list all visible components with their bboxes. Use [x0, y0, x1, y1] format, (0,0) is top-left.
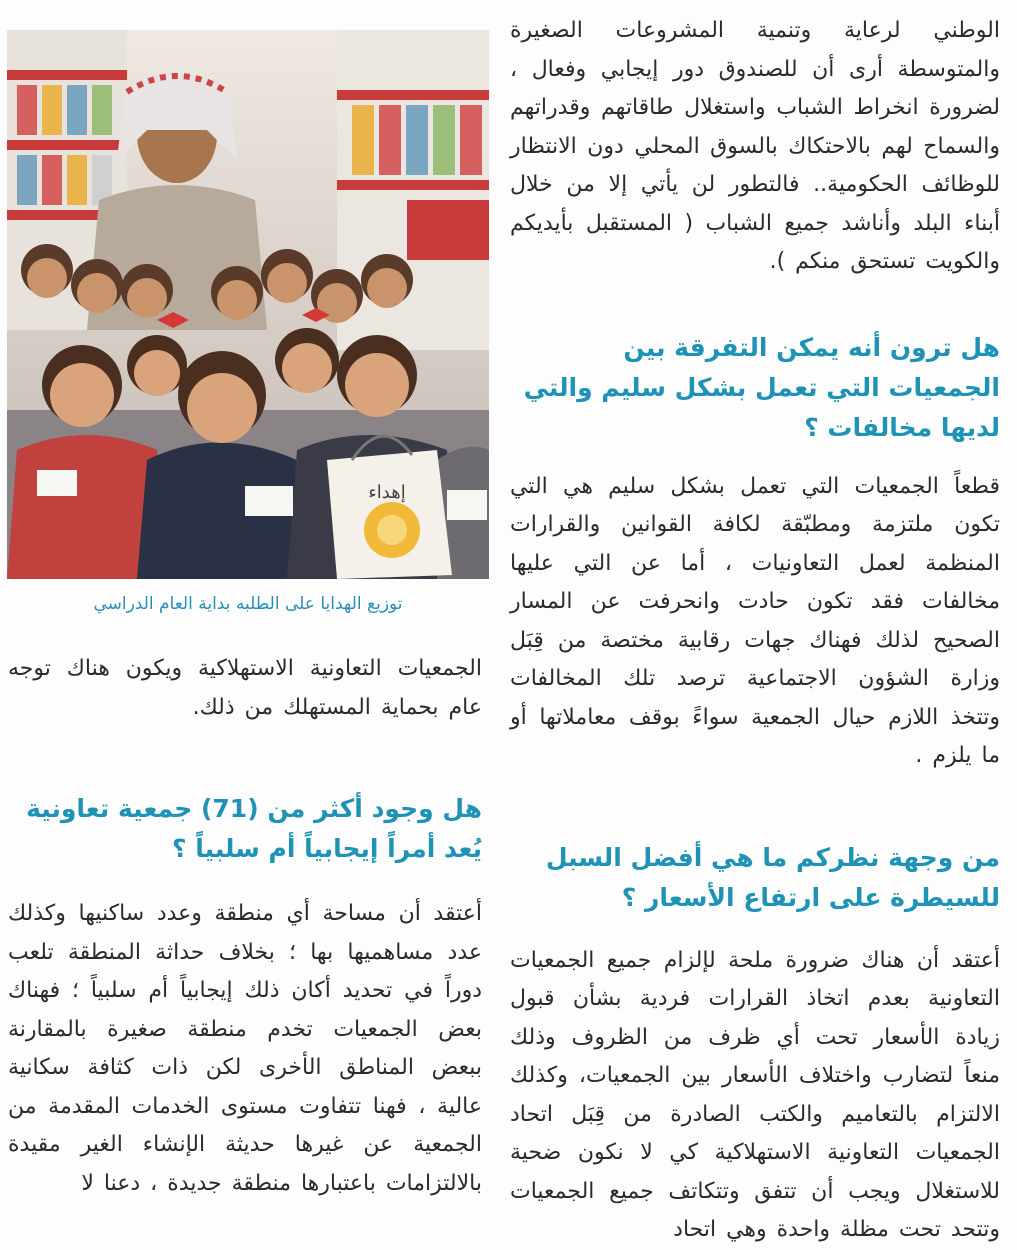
answer-1-paragraph: قطعاً الجمعيات التي تعمل بشكل سليم هي التي تكون ملتزمة ومطبّقة لكافة القوانين والقرارات المنظمة لعمل التعاونيات ، أما عن التي عليها مخالفات فقد تكون حادت وانحرفت عن المسار الصحيح لذلك فهناك جهات رقابية مختصة من قِبَل وزارة الشؤون الاجتماعية ترصد تلك المخالفات وتتخذ اللازم حيال الجمعية سواءً بوقف معاملاتها أو ما يلزم .: [510, 473, 1000, 768]
question-1-heading: هل ترون أنه يمكن التفرقة بين الجمعيات التي تعمل بشكل سليم والتي لديها مخالفات ؟: [523, 332, 1000, 442]
article-column-left: [8, 650, 482, 1203]
photo-caption: توزيع الهدايا على الطلبه بداية العام الدراسي: [93, 594, 403, 614]
continuation-paragraph: الجمعيات التعاونية الاستهلاكية ويكون هناك توجه عام بحماية المستهلك من ذلك.: [8, 656, 482, 720]
answer-3-paragraph: أعتقد أن مساحة أي منطقة وعدد ساكنيها وكذلك عدد مساهميها بها ؛ بخلاف حداثة المنطقة تلعب دوراً في تحديد أكان ذلك إيجابياً أم سلبياً ؛ فهناك بعض الجمعيات تخدم منطقة صغيرة بالمقارنة ببعض المناطق الأخرى لكن ذات كثافة سكانية عالية ، فهنا تتفاوت مستوى الخدمات المقدمة من الجمعية عن غيرها حديثة الإنشاء الغير مقيدة بالالتزامات باعتبارها منطقة جديدة ، دعنا لا: [8, 901, 482, 1196]
article-column-right: [510, 12, 1000, 1250]
gift-bag-label: إهداء: [368, 482, 406, 503]
intro-paragraph: الوطني لرعاية وتنمية المشروعات الصغيرة والمتوسطة أرى أن للصندوق دور إيجابي وفعال ، لضرورة انخراط الشباب واستغلال طاقاتهم وقدراتهم والسماح لهم بالاحتكاك بالسوق المحلي دون الانتظار للوظائف الحكومية.. فالتطور لن يأتي إلا من خلال أبناء البلد وأناشد جميع الشباب ( المستقبل بأيديكم والكويت تستحق منكم ).: [510, 18, 1000, 274]
question-3-heading: هل وجود أكثر من (71) جمعية تعاونية يُعد أمراً إيجابياً أم سلبياً ؟: [26, 794, 482, 863]
question-2-heading: من وجهة نظركم ما هي أفضل السبل للسيطرة على ارتفاع الأسعار ؟: [545, 842, 1000, 912]
article-photo: [7, 30, 489, 579]
answer-2-paragraph: أعتقد أن هناك ضرورة ملحة لإلزام جميع الجمعيات التعاونية بعدم اتخاذ القرارات فردية بشأن قبول زيادة الأسعار تحت أي ظرف من الظروف وذلك منعاً لتضارب واختلاف الأسعار بين الجمعيات، وكذلك الالتزام بالتعاميم والكتب الصادرة من قِبَل اتحاد الجمعيات التعاونية الاستهلاكية كي لا نكون ضحية للاستغلال ويجب أن تتفق وتتكاتف جميع الجمعيات وتتحد تحت مظلة واحدة وهي اتحاد: [510, 947, 1000, 1242]
